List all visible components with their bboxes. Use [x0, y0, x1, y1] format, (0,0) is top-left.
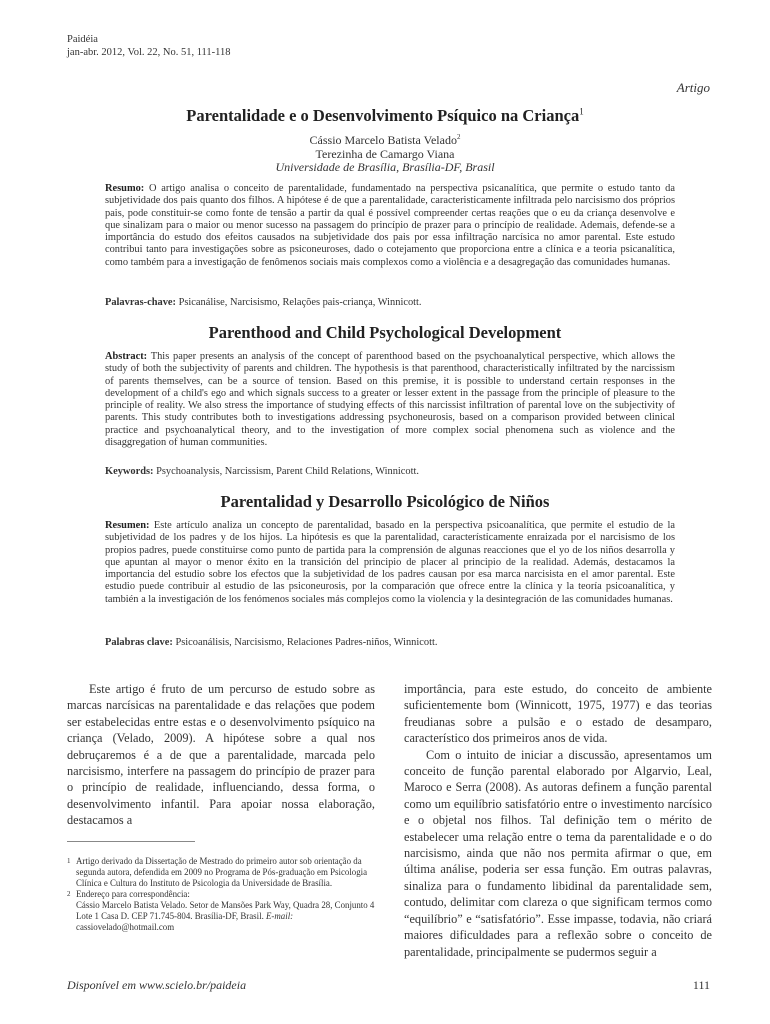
footnote-2-email: cassiovelado@hotmail.com — [76, 922, 175, 932]
abstract-en-text: This paper presents an analysis of the concept of parenthood based on the psychoanalytical perspective, which allows the study of both the subjectivity of parents and children. The hypothesis is that parenthood, characteristically infiltrated by the narcissism of parents themselves, can be a source of tension. Based on this premise, it is possible to understand certain responses in the development of a child's ego and which signals success to a greater or lesser extent in the passage from the principle of pleasure to the principle of reality. We also stress the importance of studying effects of this narcissist infiltration of parental love on the subjectivity of parents. This study contributes both to investigations addressing psychoneurosis, based on a comparison provided between clinical practice and psychoanalytical theory, and to the investigation of more complex social phenomena such as violence and the disaggregation of human communities. — [105, 351, 675, 449]
footnotes — [67, 856, 375, 933]
footnote-1-text: Artigo derivado da Dissertação de Mestrado do primeiro autor sob orientação da segunda autora, defendida em 2009 no Programa de Pós-graduação em Psicologia Clínica e Cultura do Instituto de Psicologia da Universidade de Brasília. — [76, 856, 368, 888]
section-label: Artigo — [676, 80, 710, 95]
abstract-english — [105, 351, 675, 449]
title-english: Parenthood and Child Psychological Development — [208, 323, 562, 342]
abstract-en-label: Abstract: — [105, 351, 148, 362]
abstract-es-text: Este artículo analiza un concepto de parentalidad, basado en la perspectiva psicoanalítica, que permite el estudio de la subjetividad de los padres y de los hijos. La hipótesis es que la parentalidad, característicamente enraizada por el narcisismo de los propios padres, puede constituirse como punto de partida para la comprensión de algunas reacciones que el yo de los niños desarrolla y que apuntan al mayor o menor éxito en la transición del principio de placer al principio de la realidad. Además, destacamos la importancia del estudio sobre los efectos que la subjetividad de los padres causan por esa marca narcisista en el amor parental. Este estudio puede contribuir al estudio de las psiconeurosis, por la comparación que ofrece entre la clínica y la teoría psicoanalítica, y también a la investigación de los fenómenos sociales más complejos como la violencia y la desintegración de las comunidades humanas. — [105, 520, 675, 605]
journal-issue: jan-abr. 2012, Vol. 22, No. 51, 111-118 — [67, 47, 231, 58]
author-2: Terezinha de Camargo Viana — [315, 146, 455, 161]
footnote-1 — [67, 856, 375, 889]
abstract-portuguese — [105, 183, 675, 269]
title-pt-text: Parentalidade e o Desenvolvimento Psíquico na Criança — [186, 106, 580, 125]
keywords-english — [105, 466, 675, 477]
title-footnote-mark: 1 — [579, 106, 584, 117]
footnote-2-heading: Endereço para correspondência: — [76, 889, 190, 899]
body-paragraph: Este artigo é fruto de um percurso de estudo sobre as marcas narcísicas na parentalidade e das relações que podem ser estabelecidas entre estas e o desenvolvimento psíquico na criança (Velado, 2009). A hipótese sobre a qual nos debruçaremos é a de que a parentalidade, marcada pelo narcisismo, interfere na passagem do princípio de prazer para o princípio de realidade, influenciando, dessa forma, o desenvolvimento infantil. Para apoiar nossa elaboração, destacamos a — [67, 682, 375, 828]
author-1-footnote-mark: 2 — [456, 133, 461, 141]
journal-name: Paidéia — [67, 34, 98, 45]
author-1: Cássio Marcelo Batista Velado — [309, 133, 457, 147]
title-portuguese — [60, 106, 710, 126]
footnote-2 — [67, 889, 375, 933]
keywords-es-text: Psicoanálisis, Narcisismo, Relaciones Padres-niños, Winnicott. — [175, 637, 438, 648]
footnote-divider — [67, 841, 195, 842]
keywords-spanish — [105, 637, 675, 648]
keywords-pt-label: Palavras-chave: — [105, 297, 176, 308]
keywords-es-label: Palabras clave: — [105, 637, 173, 648]
abstract-spanish — [105, 520, 675, 606]
footnote-2-number: 2 — [67, 890, 71, 898]
page-number: 111 — [692, 978, 710, 992]
body-column-left — [67, 681, 375, 829]
keywords-pt-text: Psicanálise, Narcisismo, Relações pais-criança, Winnicott. — [178, 297, 422, 308]
footnote-2-address: Cássio Marcelo Batista Velado. Setor de Mansões Park Way, Quadra 28, Conjunto 4 Lote 1 Casa D. CEP 71.745-804. Brasília-DF, Brasil. — [76, 900, 375, 921]
abstract-es-label: Resumen: — [105, 520, 150, 531]
author-block — [60, 131, 710, 175]
body-paragraph: Com o intuito de iniciar a discussão, apresentamos um conceito de função parental elaborado por Algarvio, Leal, Maroco e Serra (2008). As autoras definem a função parental como um equilíbrio satisfatório entre o investimento narcísico e o objetal nos filhos. Tal definição tem o mérito de estabelecer uma relação entre o tema da parentalidade e o do narcisismo, ainda que não nos permita afirmar o que, em última análise, poderia ser essa função. Em outras palavras, sinaliza para o fundamento libidinal da parentalidade sem, contudo, delimitar com clareza o que significam termos como “equilíbrio” e “satisfatório”. Esse impasse, todavia, não criará maiores dificuldades para a reflexão sobre o conceito de parentalidade, principalmente se pudermos seguir a — [404, 747, 712, 959]
availability-footer: Disponível em www.scielo.br/paideia — [67, 978, 247, 992]
footnote-2-email-label: E-mail: — [266, 911, 294, 921]
body-column-right — [404, 681, 712, 960]
body-paragraph-continued: importância, para este estudo, do conceito de ambiente suficientemente bom (Winnicott, 1975, 1977) e das teorias freudianas sobre a pulsão e o estado de desamparo, característico dos primeiros anos de vida. — [404, 682, 712, 746]
keywords-portuguese — [105, 297, 675, 308]
keywords-en-label: Keywords: — [105, 466, 154, 477]
journal-header — [67, 33, 231, 59]
affiliation: Universidade de Brasília, Brasília-DF, Brasil — [275, 160, 495, 174]
abstract-pt-label: Resumo: — [105, 183, 145, 194]
title-spanish: Parentalidad y Desarrollo Psicológico de Niños — [220, 492, 550, 511]
keywords-en-text: Psychoanalysis, Narcissism, Parent Child Relations, Winnicott. — [156, 466, 419, 477]
footnote-1-number: 1 — [67, 857, 71, 865]
abstract-pt-text: O artigo analisa o conceito de parentalidade, fundamentado na perspectiva psicanalítica, que permite o estudo tanto da subjetividade dos pais quanto dos filhos. A hipótese é de que a parentalidade, caracteristicamente infiltrada pelo narcisismo dos próprios pais, pode constituir-se como fonte de tensão a partir da qual é possível compreender certas reações que o eu da criança desenvolve e que sinalizam para o maior ou menor sucesso na passagem do princípio de prazer para o princípio de realidade. Ademais, defende-se a importância do estudo dos efeitos causados na subjetividade dos pais por essa infiltração narcísica no amor parental. Este estudo contribui tanto para investigações sobre as psiconeuroses, dado o cotejamento que proporciona entre a clínica e a teoria psicanalítica, como também para a investigação de fenômenos sociais mais complexos como a violência e a desagregação das comunidades humanas. — [105, 183, 675, 268]
